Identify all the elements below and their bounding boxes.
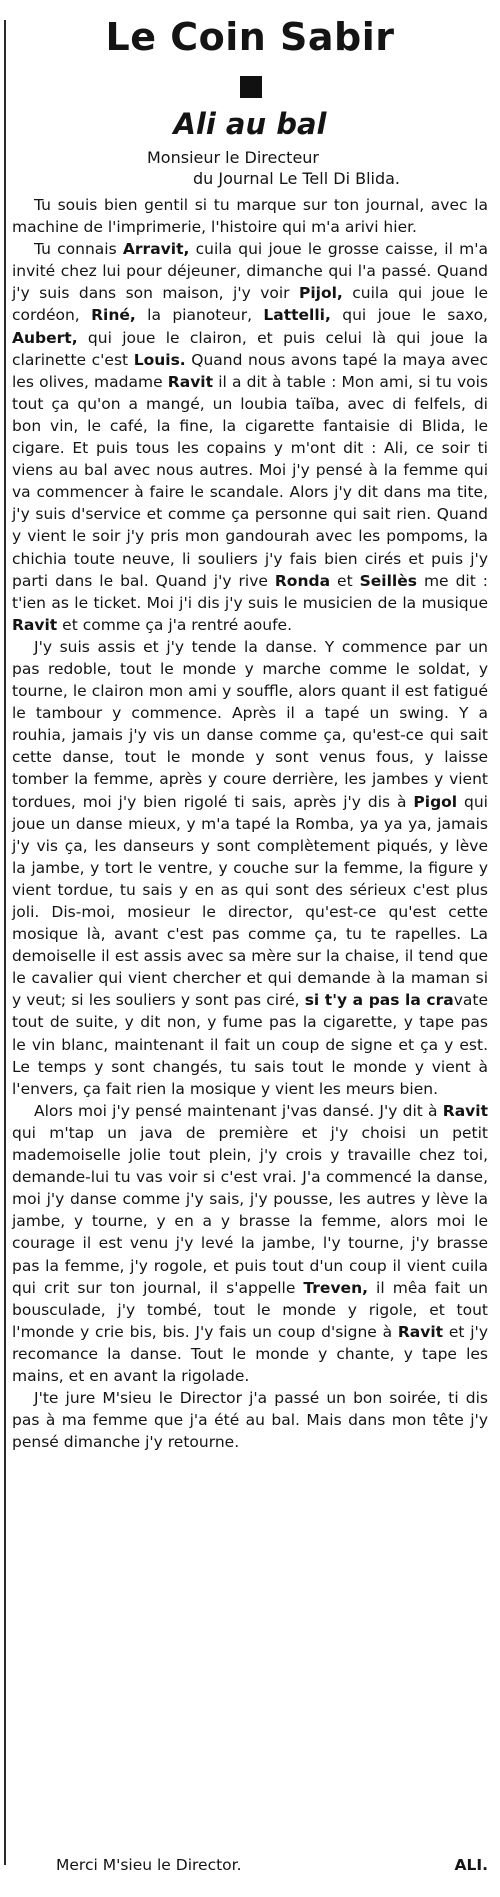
- bold-name: Pijol,: [298, 284, 343, 303]
- article-paragraph: [12, 194, 488, 238]
- article-body: [12, 194, 488, 1453]
- text-run: il a dit à table : Mon ami, si tu vois tout ça qu'on a mangé, un loubia taïba, avec di felfels, di bon vin, le café, la fine, la cigarette fantaisie di Blida, le cigare. Et puis tous les copains y m'ont dit : Ali, ce soir ti viens au bal avec nous autres. Moi j'y pensé à la femme qui va commencer à faire le scandale. Alors j'y dit dans ma tite, j'y suis d'service et comme ça personne qui sait rien. Quand y vient le soir j'y pris mon gandourah avec les pompoms, la chichia toute neuve, li souliers j'y fais bien cirés et puis j'y parti dans le bal. Quand j'y rive: [12, 372, 488, 590]
- text-run: et j'y recomance la danse. Tout le monde y chante, y tape les mains, et en avant la rigolade.: [12, 1322, 488, 1385]
- article-paragraph: [12, 1100, 488, 1387]
- closing-line: Merci M'sieu le Director.: [56, 1856, 242, 1874]
- text-run: qui joue un danse mieux, y m'a tapé la Romba, ya ya ya, jamais j'y vis ça, les danseurs y sont complètement piqués, y lève la jambe, y tort le ventre, y couche sur la femme, la figure y vient tordue, tu sais y en as qui sont des sérieux c'est plus joli. Dis-moi, mosieur le director, qu'est-ce qu'est cette mosique là, avant c'est pas comme ça, tu te rapelles. La demoiselle il est assis avec sa mère sur la chaise, il tend que le cavalier qui vient chercher et qui demande à la maman si y veut; si les souliers y sont pas ciré,: [12, 792, 488, 1010]
- text-run: Alors moi j'y pensé maintenant j'vas dansé. J'y dit à: [34, 1101, 443, 1120]
- bold-name: Louis.: [133, 350, 186, 369]
- text-run: Tu connais: [34, 240, 123, 259]
- bold-name: Riné,: [91, 306, 136, 325]
- article-paragraph: [12, 1387, 488, 1453]
- bold-name: Pigol: [413, 792, 458, 811]
- bold-name: Ravit: [167, 372, 214, 391]
- bold-name: Ravit: [397, 1322, 444, 1341]
- text-run: qui joue le saxo,: [330, 306, 488, 325]
- text-run: cuila qui joue le grosse caisse, il m'a invité chez lui pour déjeuner, dimanche qui l'a passé. Quand j'y suis dans son maison, j'y voir: [12, 240, 488, 303]
- bold-name: Arravit,: [122, 240, 190, 259]
- bold-name: Aubert,: [12, 328, 78, 347]
- text-run: la pianoteur,: [135, 306, 264, 325]
- bold-name: Ravit: [442, 1101, 488, 1120]
- column-title: Le Coin Sabir: [105, 15, 395, 59]
- text-run: il mêa fait un bousculade, j'y tombé, tout le monde y rigole, et tout l'monde y crie bis, bis. J'y fais un coup d'signe à: [12, 1278, 488, 1341]
- text-run: cuila qui joue le cordéon,: [12, 284, 488, 325]
- salutation-line-2: du Journal Le Tell Di Blida.: [193, 169, 401, 188]
- column-rule: [4, 20, 6, 1865]
- article-paragraph: [12, 238, 488, 636]
- text-run: qui joue le clairon, et puis celui là qui joue la clarinette c'est: [12, 328, 488, 369]
- text-run: Tu souis bien gentil si tu marque sur ton journal, avec la machine de l'imprimerie, l'histoire qui m'a arivi hier.: [12, 196, 488, 237]
- text-run: qui m'tap un java de première et j'y choisi un petit mademoiselle jolie tout plein, j'y crois y travaille chez toi, demande-lui tu vas voir si c'est vrai. J'a commencé la danse, moi j'y danse comme j'y sais, j'y pousse, les autres y lève la jambe, y tourne, y en a y brasse la femme, alors moi le courage il est venu j'y levé la jambe, l'y tourne, j'y brasse pas la femme, j'y rogole, et puis tout d'un coup il vient cuila qui crit sur ton journal, il s'appelle: [12, 1123, 488, 1297]
- bold-name: si t'y a pas la cra: [304, 991, 454, 1010]
- black-square-ornament: [240, 76, 262, 98]
- text-run: me dit : t'ien as le ticket. Moi j'i dis j'y suis le musicien de la musique: [12, 571, 488, 612]
- text-run: J'te jure M'sieu le Director j'a passé un bon soirée, ti dis pas à ma femme que j'a été au bal. Mais dans mon tête j'y pensé dimanche j'y retourne.: [12, 1389, 488, 1452]
- text-run: et: [330, 571, 360, 590]
- bold-name: Lattelli,: [263, 306, 331, 325]
- text-run: et comme ça j'a rentré aoufe.: [57, 615, 292, 634]
- bold-name: Seillès: [359, 571, 417, 590]
- text-run: J'y suis assis et j'y tende la danse. Y commence par un pas redoble, tout le monde y marche comme le soldat, y tourne, le clairon mon ami y souffle, alors quant il est fatigué le tambour y commence. Après il a tapé un swing. Y a rouhia, jamais j'y vis un danse comme ça, qu'est-ce qui sait cette danse, tout le monde y sont venus fous, y laisse tomber la femme, après y coure derrière, les jambes y vient tordues, moi j'y bien rigolé ti sais, après j'y dis à: [12, 637, 488, 811]
- article-headline: Ali au bal: [173, 107, 327, 141]
- signature: ALI.: [454, 1856, 488, 1874]
- text-run: Quand nous avons tapé la maya avec les olives, madame: [12, 350, 488, 391]
- bold-name: Ravit: [12, 615, 58, 634]
- salutation-line-1: Monsieur le Directeur: [147, 148, 320, 167]
- article-paragraph: [12, 636, 488, 1100]
- text-run: vate tout de suite, y dit non, y fume pas la cigarette, y tape pas le vin blanc, maintenant il fait un coup de signe et ça y est. Le temps y sont changés, tu sais tout le monde y vient à l'envers, ça fait rien la mosique y vient les meurs bien.: [12, 991, 488, 1098]
- bold-name: Ronda: [274, 571, 331, 590]
- bold-name: Treven,: [303, 1278, 368, 1297]
